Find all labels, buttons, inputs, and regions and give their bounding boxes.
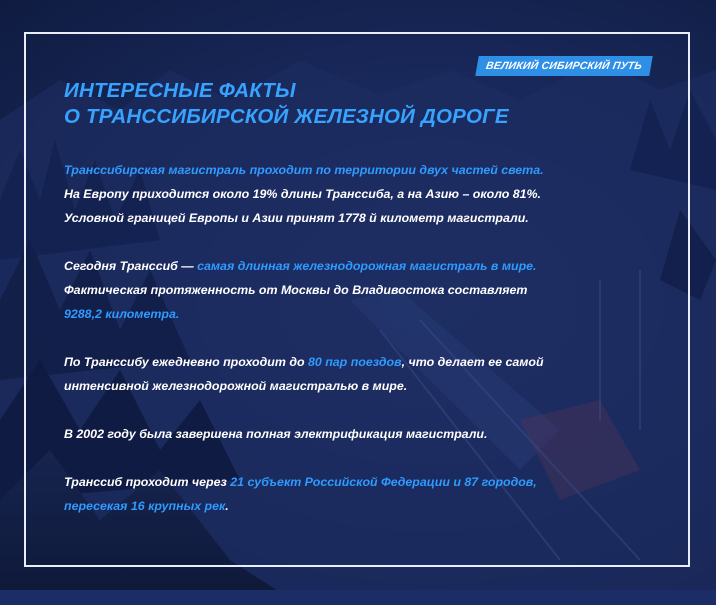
fact-5-highlight-1: 21 субъект Российской Федерации и 87 городов, [230, 475, 537, 489]
fact-paragraph-5 [64, 470, 664, 518]
fact-paragraph-4 [64, 422, 664, 446]
fact-3-line-1 [64, 350, 664, 374]
fact-2-text: Сегодня Транссиб — [64, 259, 198, 273]
title-line-1: ИНТЕРЕСНЫЕ ФАКТЫ [64, 79, 296, 102]
facts-list [64, 158, 664, 518]
fact-5-text: Транссиб проходит через [64, 475, 231, 489]
fact-4-line-1: В 2002 году была завершена полная электрификация магистрали. [64, 427, 488, 441]
title-line-2: О ТРАНССИБИРСКОЙ ЖЕЛЕЗНОЙ ДОРОГЕ [64, 105, 509, 128]
fact-paragraph-3 [64, 350, 664, 398]
fact-1-line-2: На Европу приходится около 19% длины Транссиба, а на Азию – около 81%. [64, 187, 541, 201]
section-badge: ВЕЛИКИЙ СИБИРСКИЙ ПУТЬ [475, 56, 653, 76]
fact-3-text-a: По Транссибу ежедневно проходит до [64, 355, 308, 369]
fact-1-line-1: Транссибирская магистраль проходит по территории двух частей света. [64, 163, 544, 177]
fact-2-line-1 [64, 254, 664, 278]
fact-2-line-3: 9288,2 километра. [64, 307, 180, 321]
fact-5-line-1 [64, 470, 664, 494]
fact-3-line-2: интенсивной железнодорожной магистралью в мире. [64, 379, 408, 393]
fact-3-text-b: , что делает ее самой [401, 355, 544, 369]
bottom-stripe [0, 590, 716, 605]
fact-2-line-2: Фактическая протяженность от Москвы до Владивостока составляет [64, 283, 528, 297]
fact-2-highlight: самая длинная железнодорожная магистраль в мире. [197, 259, 537, 273]
page-title [64, 78, 509, 130]
fact-5-line-2 [64, 494, 664, 518]
fact-3-highlight: 80 пар поездов [308, 355, 402, 369]
fact-5-highlight-2: пересекая 16 крупных рек [64, 499, 226, 513]
fact-1-line-3: Условной границей Европы и Азии принят 1778 й километр магистрали. [64, 211, 529, 225]
fact-paragraph-1 [64, 158, 664, 230]
fact-paragraph-2 [64, 254, 664, 326]
fact-5-text-end: . [225, 499, 229, 513]
